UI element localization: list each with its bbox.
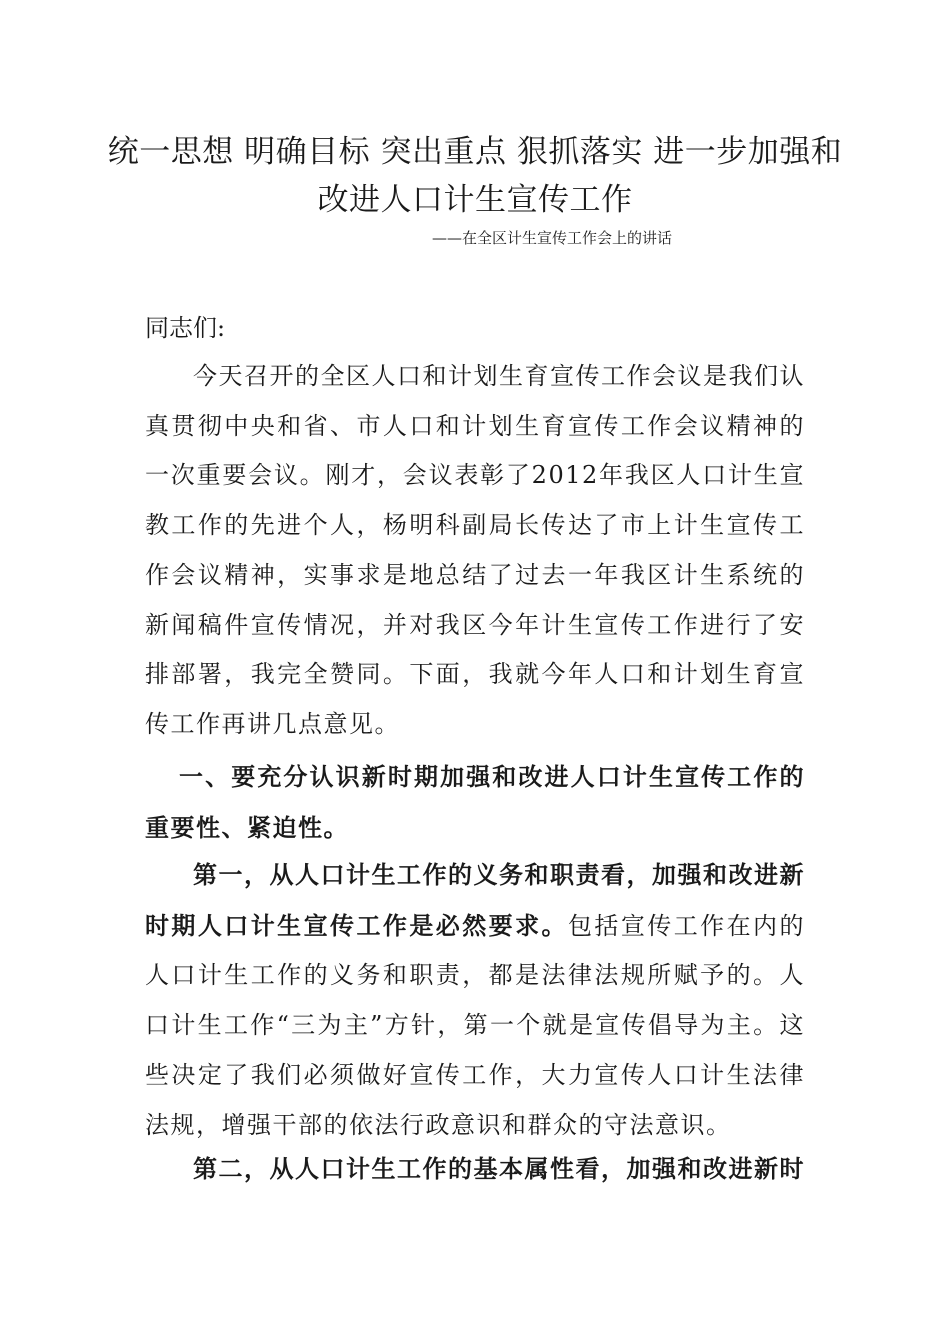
greeting: 同志们: [145, 314, 226, 342]
point-2-lead: 第二，从人口计生工作的基本属性看，加强和改进新时 [193, 1154, 805, 1183]
section-heading-1: 一、要充分认识新时期加强和改进人口计生宣传工作的重要性、紧迫性。 [145, 762, 805, 842]
point-1-body: 包括宣传工作在内的人口计生工作的义务和职责，都是法律法规所赋予的。人口计生工作“三为主”方针，第一个就是宣传倡导为主。这些决定了我们必须做好宣传工作，大力宣传人口计生法律法规，增强干部的依法行政意识和群众的守法意识。 [145, 911, 805, 1139]
document-title-line-2: 改进人口计生宣传工作 [317, 182, 633, 218]
point-1-lead: 第一，从人口计生工作的义务和职责看，加强和改进新时期人口计生宣传工作是必然要求。 [145, 860, 805, 940]
paragraph-intro: 今天召开的全区人口和计划生育宣传工作会议是我们认真贯彻中央和省、市人口和计划生育宣传工作会议精神的一次重要会议。刚才，会议表彰了2012年我区人口计生宣教工作的先进个人，杨明科副局长传达了市上计生宣传工作会议精神，实事求是地总结了过去一年我区计生系统的新闻稿件宣传情况，并对我区今年计生宣传工作进行了安排部署，我完全赞同。下面，我就今年人口和计划生育宣传工作再讲几点意见。 [145, 362, 805, 738]
document-title-line-1: 统一思想 明确目标 突出重点 狠抓落实 进一步加强和 [107, 134, 843, 170]
document-subtitle: ——在全区计生宣传工作会上的讲话 [432, 229, 673, 247]
paragraph-point-1 [145, 850, 805, 1150]
paragraph-point-2 [145, 1144, 805, 1195]
